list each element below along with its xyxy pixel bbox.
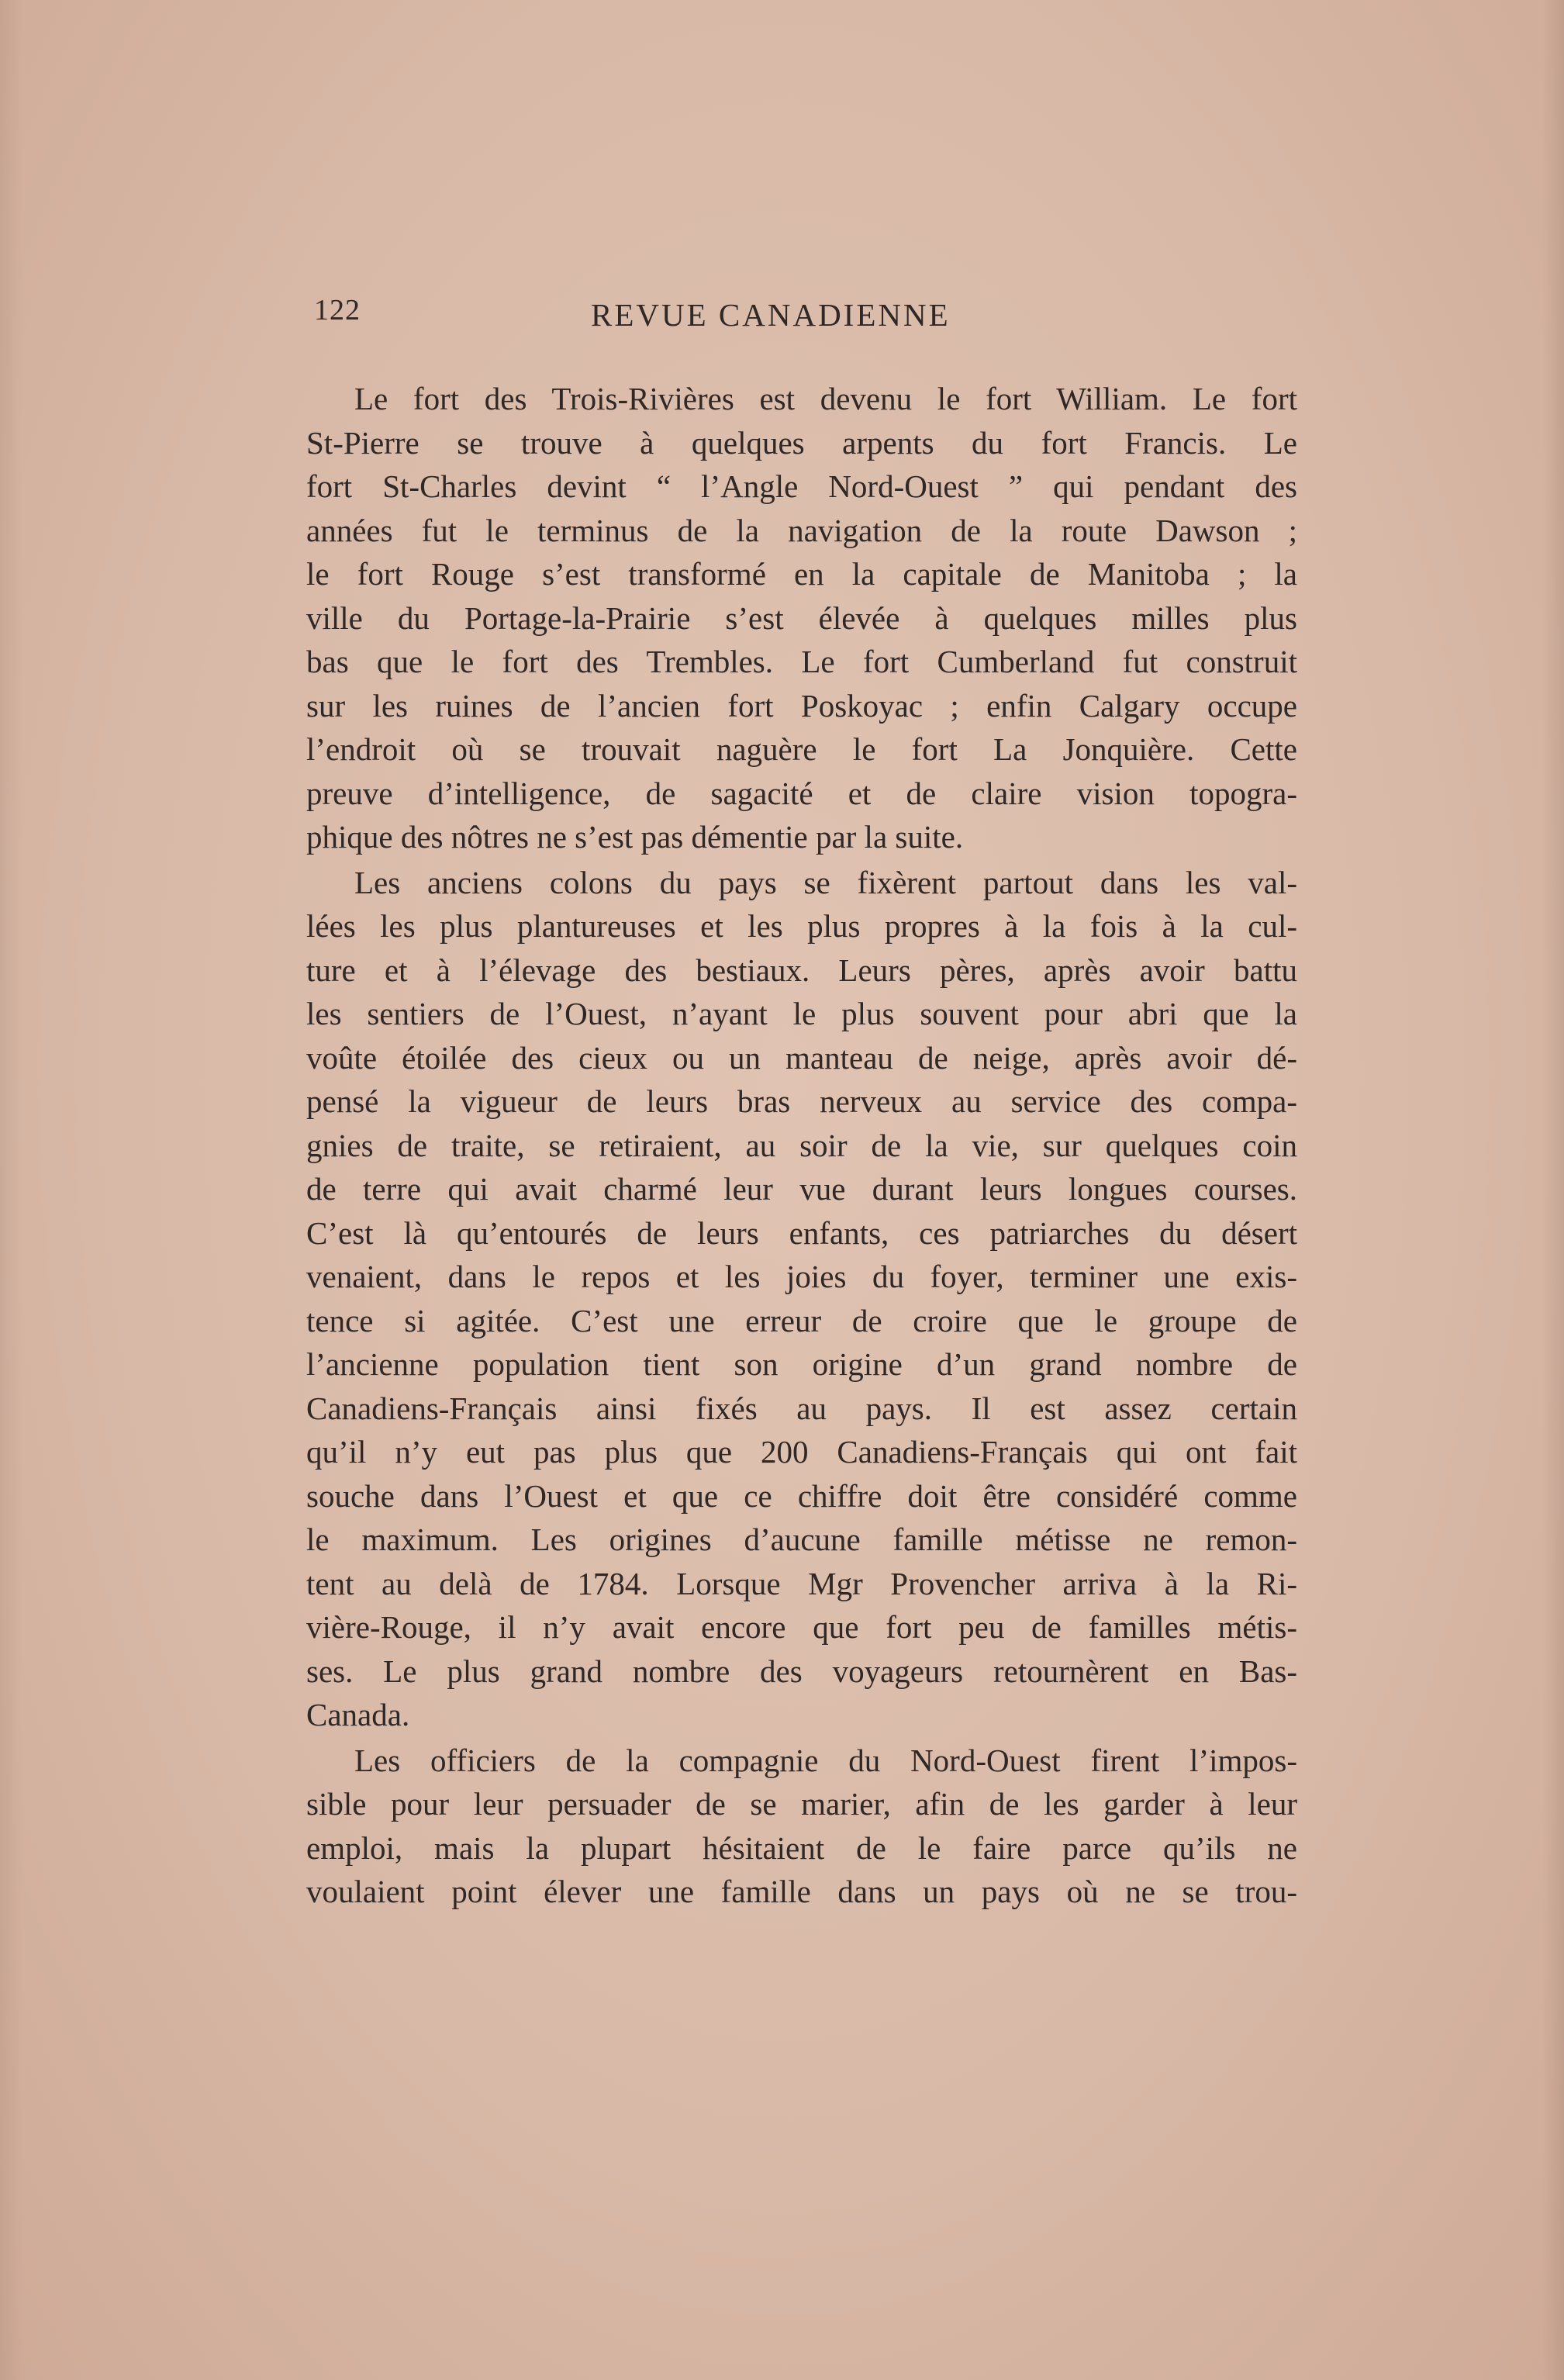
text-line: gnies de traite, se retiraient, au soir de la vie, sur quelques coin [306, 1127, 1297, 1163]
text-line: voulaient point élever une famille dans un pays où ne se trou- [306, 1874, 1297, 1909]
text-line: de terre qui avait charmé leur vue durant leurs longues courses. [306, 1171, 1297, 1207]
text-line: venaient, dans le repos et les joies du foyer, terminer une exis- [306, 1259, 1297, 1294]
text-line: St-Pierre se trouve à quelques arpents du fort Francis. Le [306, 424, 1297, 461]
body-text [306, 377, 1297, 1914]
text-line: ville du Portage-la-Prairie s’est élevée à quelques milles plus [306, 599, 1297, 636]
text-line: preuve d’intelligence, de sagacité et de claire vision topogra- [306, 775, 1297, 811]
text-line: qu’il n’y eut pas plus que 200 Canadiens-Français qui ont fait [306, 1434, 1297, 1470]
text-line: phique des nôtres ne s’est pas démentie par la suite. [306, 819, 964, 855]
text-line: bas que le fort des Trembles. Le fort Cumberland fut construit [306, 644, 1297, 679]
text-line: tent au delà de 1784. Lorsque Mgr Provencher arriva à la Ri- [306, 1565, 1297, 1601]
text-line: Canadiens-Français ainsi fixés au pays. Il est assez certain [306, 1390, 1297, 1426]
text-line: tence si agitée. C’est une erreur de croire que le groupe de [306, 1302, 1297, 1339]
text-line: Canada. [306, 1697, 410, 1732]
text-line: Le fort des Trois-Rivières est devenu le fort William. Le fort [354, 381, 1297, 416]
text-line: voûte étoilée des cieux ou un manteau de neige, après avoir dé- [306, 1039, 1297, 1076]
page-edge-shadow-left [0, 0, 23, 2380]
paragraph-2 [306, 861, 1297, 1737]
text-line: années fut le terminus de la navigation de la route Dawson ; [306, 512, 1297, 548]
text-line: fort St-Charles devint “ l’Angle Nord-Ouest ” qui pendant des [306, 468, 1297, 504]
page-header [314, 293, 1295, 340]
text-line: vière-Rouge, il n’y avait encore que fort peu de familles métis- [306, 1609, 1297, 1645]
text-line: souche dans l’Ouest et que ce chiffre doit être considéré comme [306, 1477, 1297, 1514]
page-number: 122 [314, 294, 361, 326]
text-line: sur les ruines de l’ancien fort Poskoyac ; enfin Calgary occupe [306, 687, 1297, 724]
text-line: Les officiers de la compagnie du Nord-Ouest firent l’impos- [354, 1742, 1297, 1778]
page-edge-shadow-right [1542, 0, 1564, 2380]
text-line: Les anciens colons du pays se fixèrent partout dans les val- [354, 864, 1297, 900]
text-line: sible pour leur persuader de se marier, afin de les garder à leur [306, 1786, 1297, 1822]
text-line: le fort Rouge s’est transformé en la capitale de Manitoba ; la [306, 556, 1297, 592]
text-line: les sentiers de l’Ouest, n’ayant le plus souvent pour abri que la [306, 996, 1297, 1031]
text-line: pensé la vigueur de leurs bras nerveux au service des compa- [306, 1083, 1297, 1119]
text-line: ture et à l’élevage des bestiaux. Leurs pères, après avoir battu [306, 952, 1297, 988]
text-line: emploi, mais la plupart hésitaient de le faire parce qu’ils ne [306, 1829, 1297, 1866]
text-line: lées les plus plantureuses et les plus propres à la fois à la cul- [306, 908, 1297, 944]
text-line: ses. Le plus grand nombre des voyageurs retournèrent en Bas- [306, 1653, 1297, 1689]
paragraph-1 [306, 377, 1297, 859]
text-line: l’endroit où se trouvait naguère le fort La Jonquière. Cette [306, 731, 1297, 767]
text-line: l’ancienne population tient son origine d’un grand nombre de [306, 1346, 1297, 1382]
text-line: le maximum. Les origines d’aucune famille métisse ne remon- [306, 1522, 1297, 1557]
text-line: C’est là qu’entourés de leurs enfants, ces patriarches du désert [306, 1214, 1297, 1251]
running-title: REVUE CANADIENNE [591, 297, 951, 333]
paragraph-3 [306, 1739, 1297, 1914]
